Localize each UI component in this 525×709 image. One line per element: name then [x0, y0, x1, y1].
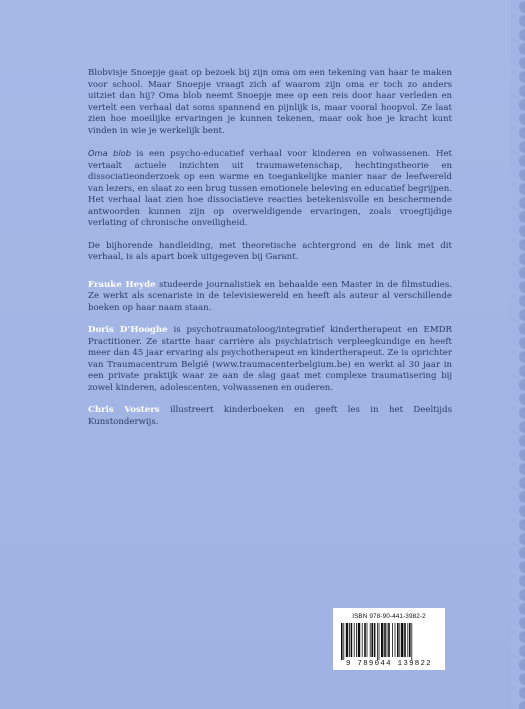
barcode-bar	[351, 623, 353, 657]
barcode-bar	[371, 623, 373, 657]
author-bio-text-3: illustreert kinderboeken en geeft les in het Deeltijds Kunstonderwijs.	[88, 405, 452, 427]
barcode-bar	[356, 623, 357, 657]
barcode-bar	[374, 623, 376, 657]
back-cover-text	[88, 68, 452, 439]
scalloped-edge	[511, 0, 525, 709]
barcode-bar	[349, 623, 350, 657]
barcode-bar	[362, 623, 363, 657]
barcode-digits: 9 789044 139822	[345, 660, 433, 668]
intro-paragraph-2	[88, 148, 452, 230]
author-bio-text-2: is psychotraumatoloog/integratief kindertherapeut en EMDR Practitioner. Ze startte haar carrière als psychiatrisch verpleegkundige en heeft meer dan 45 jaar ervaring als psychotherapeut en kindertherapeut. Ze is oprichter van Traumacentrum België (www.traumacenterbelgium.be) en werkt al 30 jaar in een private praktijk waar ze aan de slag gaat met complexe traumatisering bij zowel kinderen, adolescenten, volwassenen en ouderen.	[88, 325, 452, 393]
barcode-bar	[409, 623, 411, 657]
barcode-bar	[367, 623, 368, 657]
barcode-bar	[377, 623, 378, 660]
author-name-2: Doris D’Hooghe	[88, 325, 168, 335]
barcode-bar	[370, 623, 371, 657]
barcode-bar	[407, 623, 408, 657]
author-bio-1	[88, 280, 452, 315]
barcode-bar	[346, 623, 348, 657]
barcode-bar	[395, 623, 396, 657]
barcode-bar	[364, 623, 366, 657]
barcode-bars	[340, 623, 438, 660]
barcode-bar	[381, 623, 383, 657]
barcode-bar	[358, 623, 360, 657]
author-bio-3	[88, 405, 452, 428]
barcode-bar	[411, 623, 412, 660]
intro-paragraph-1: Blobvisje Snoepje gaat op bezoek bij zijn oma om een tekening van haar te maken voor school. Maar Snoepje vraagt zich af waarom zijn oma er toch zo anders uitziet dan hij? Oma blob neemt Snoepje mee op een reis door haar verleden en vertelt een verhaal dat soms spannend en pijnlijk is, maar vooral hoopvol. Ze laat zien hoe moeilijke ervaringen je kunnen tekenen, maar ook hoe je kracht kunt vinden in wie je werkelijk bent.	[88, 68, 452, 136]
barcode-bar	[399, 623, 400, 657]
author-name-3: Chris Vosters	[88, 405, 160, 415]
barcode-bar	[387, 623, 388, 657]
barcode-bar	[341, 623, 343, 660]
barcode-bar	[397, 623, 399, 657]
intro-paragraph-2-text: is een psycho-educatief verhaal voor kinderen en volwassenen. Het vertaalt actuele inzichten uit traumawetenschap, hechtingstheorie en dissociatieonderzoek op een warme en toegankelijke manier naar de leefwereld van lezers, en slaat zo een brug tussen emotionele beleving en educatief begrijpen. Het verhaal laat zien hoe dissociatieve reacties betekenisvolle en beschermende antwoorden kunnen zijn op overweldigende ervaringen, zoals vroegtijdige verlating of chronische onveiligheid.	[88, 149, 452, 228]
isbn-label: ISBN 978-90-441-3982-2	[352, 613, 426, 620]
barcode-bar	[354, 623, 355, 657]
author-bio-2	[88, 325, 452, 394]
author-bio-text-1: studeerde journalistiek en behaalde een Master in de filmstudies. Ze werkt als scenariste in de televisiewereld en heeft als auteur al verschillende boeken op haar naam staan.	[88, 279, 452, 313]
intro-paragraph-3: De bijhorende handleiding, met theoretische achtergrond en de link met dit verhaal, is als apart boek uitgegeven bij Garant.	[88, 240, 452, 262]
barcode-bar	[404, 623, 406, 657]
barcode-bar	[379, 623, 380, 660]
barcode-bar	[388, 623, 390, 657]
barcode-bar	[343, 623, 344, 660]
barcode-bar	[384, 623, 386, 657]
isbn-barcode	[333, 608, 445, 670]
author-name-1: Frauke Heyde	[88, 279, 156, 290]
barcode-bar	[401, 623, 403, 657]
book-title-italic: Oma blob	[88, 148, 131, 158]
barcode-bar	[392, 623, 393, 657]
